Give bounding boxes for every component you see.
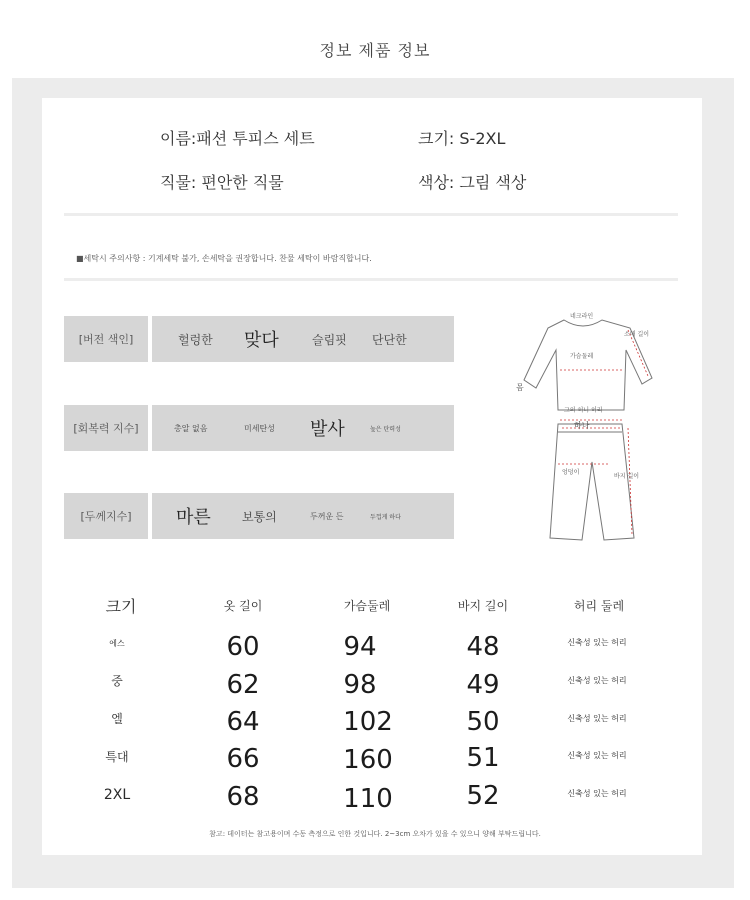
divider	[64, 213, 678, 216]
neckline-label: 네크라인	[570, 313, 594, 320]
size-cell: 2XL	[103, 787, 131, 803]
product-color: 색상: 그림 색상	[418, 173, 527, 192]
product-size-range: 크기: S-2XL	[418, 129, 506, 148]
pants-length-cell: 49	[466, 670, 500, 700]
col-header-bust: 가슴둘레	[343, 599, 391, 613]
length-cell: 62	[226, 670, 260, 700]
pants-length-cell: 52	[466, 781, 500, 811]
thickness-option: 두껍게 하다	[370, 513, 401, 521]
fit-option-selected: 맞다	[244, 330, 279, 351]
col-header-waist: 허리 둘레	[573, 599, 625, 613]
waist-cell: 신축성 있는 허리	[567, 676, 627, 685]
elasticity-option: 총알 없음	[174, 423, 208, 433]
pants-length-label: 바지 길이	[614, 473, 640, 480]
thickness-option-selected: 마른	[176, 507, 211, 528]
size-cell: 특대	[105, 750, 129, 764]
bust-cell: 160	[343, 745, 393, 775]
hip-label: 엉덩이	[562, 469, 580, 476]
elasticity-index-scale	[152, 405, 454, 451]
thickness-option: 보통의	[242, 509, 277, 524]
waist-cell: 신축성 있는 허리	[567, 638, 627, 647]
bust-cell: 110	[343, 784, 393, 814]
thickness-index-label: [두께지수]	[64, 493, 148, 539]
bust-cell: 94	[343, 632, 377, 662]
product-material: 직물: 편안한 직물	[160, 173, 284, 192]
fit-option: 슬림핏	[312, 332, 347, 347]
elasticity-index-label: [회복력 지수]	[64, 405, 148, 451]
elasticity-option: 미세탄성	[244, 423, 275, 433]
waist-cell: 신축성 있는 허리	[567, 789, 627, 798]
col-header-length: 옷 길이	[223, 599, 263, 613]
fit-index-label: [버전 색인]	[64, 316, 148, 362]
bust-cell: 102	[343, 707, 393, 737]
product-name: 이름:패션 투피스 세트	[160, 129, 315, 148]
garment-measurement-diagram	[508, 306, 678, 556]
top-length-label: 그의 허니 허리	[564, 407, 603, 414]
pants-length-cell: 48	[466, 632, 500, 662]
page-title: 정보 제품 정보	[319, 41, 431, 60]
col-header-pants-length: 바지 길이	[457, 599, 509, 613]
pants-length-cell: 50	[466, 707, 500, 737]
elasticity-option: 높은 탄력성	[370, 425, 401, 433]
measurement-footnote: 참고: 데이터는 참고용이며 수동 측정으로 인한 것입니다. 2~3cm 오차가 있을 수 있으니 양해 부탁드립니다.	[209, 830, 541, 838]
bust-label: 가슴둘레	[570, 353, 594, 360]
waist-cell: 신축성 있는 허리	[567, 751, 627, 760]
size-cell: 엘	[111, 712, 123, 726]
waist-cell: 신축성 있는 허리	[567, 714, 627, 723]
fit-option: 단단한	[372, 332, 407, 347]
fit-option: 헐렁한	[178, 332, 213, 347]
care-note: ■세탁시 주의사항 : 기계세탁 불가, 손세탁을 권장합니다. 찬물 세탁이 바람직합니다.	[76, 254, 372, 263]
length-cell: 68	[226, 782, 260, 812]
col-header-size: 크기	[105, 597, 137, 616]
fit-index-scale	[152, 316, 454, 362]
size-cell: 중	[111, 674, 123, 688]
thickness-option: 두꺼운 든	[310, 511, 344, 521]
waist-label: 하나	[574, 421, 590, 430]
divider	[64, 278, 678, 281]
length-cell: 64	[226, 707, 260, 737]
thickness-index-scale	[152, 493, 454, 539]
body-label: 몸	[516, 383, 524, 392]
bust-cell: 98	[343, 670, 377, 700]
elasticity-option-selected: 발사	[310, 419, 345, 440]
sleeve-length-label: 소매 길이	[624, 331, 650, 338]
length-cell: 66	[226, 744, 260, 774]
pants-length-cell: 51	[466, 743, 500, 773]
size-cell: 에스	[109, 639, 125, 648]
length-cell: 60	[226, 632, 260, 662]
